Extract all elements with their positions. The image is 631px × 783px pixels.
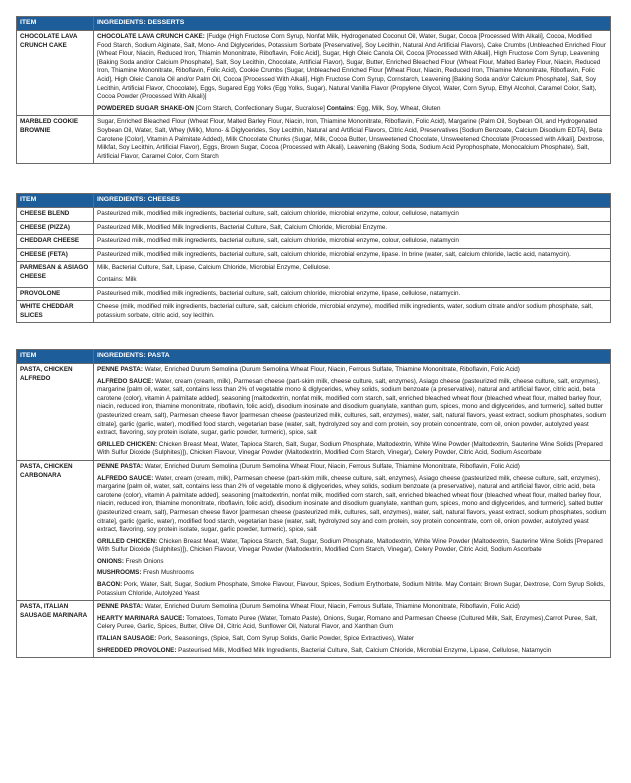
- component-text: Pasteurized milk, modified milk ingredients, bacterial culture, salt, calcium chloride, microbial enzyme, lipase. In brine (water, salt, calcium chloride, lactic acid, natamycin).: [97, 250, 571, 258]
- component-text: [Fudge (High Fructose Corn Syrup, Nonfat Milk, Hydrogenated Coconut Oil, Water, Sugar, Cocoa [Processed With Alkali], Cocoa, Modified Food Starch, Sodium Alginate, Salt, Mono- And Diglycerides, Potassium Sorbate [Preservative], Soy Lecithin, Natural And Artificial Flavors), Cake Crumbs (Unbleached Enriched Flour [Wheat Flour, Niacin, Reduced Iron, Thiamin Mononitrate, Riboflavin, Folic Acid], Sugar, High Oleic Canola Oil, Cocoa [Processed With Alkali], High Fructose Corn Syrup, Leavening [Baking Soda and/or Calcium Phosphate], Salt, Soy Lecithin, Chocolate, Artificial Flavor), Sugar, Butter, Enriched Bleached Flour (Wheat Flour, Malted Barley Flour, Niacin, Reduced Iron, Thiamine Mononitrate, Riboflavin, Folic Acid), Cookie Crumbs (Sugar, Unbleached Enriched Flour [Wheat Flour, Niacin, Reduced Iron, Thiamine Mononitrate, Riboflavin, Folic Acid], High Oleic Canola Oil and/or Palm Oil, Cocoa [Processed With Alkali], High Fructose Corn Syrup, Cornstarch, Leavening [Baking Soda and/or Calcium Phosphate], Salt, Soy Lecithin, Artificial Flavor, Chocolate), Eggs, Sugared Egg Yolks (Egg Yolks, Sugar), Natural Vanilla Flavor (Propylene Glycol, Water, Corn Syrup, Ethyl Alcohol, Caramel Color, Salt), Cocoa Powder (Processed With Alkali)]: [97, 33, 606, 101]
- table-row: [17, 221, 611, 235]
- ingredient-block: [97, 441, 607, 458]
- ingredient-block: [97, 615, 607, 632]
- ingredients-cell: [94, 116, 611, 164]
- ingredient-block: [97, 210, 607, 219]
- item-name: PARMESAN & ASIAGO CHEESE: [17, 262, 94, 287]
- component-label: ITALIAN SAUSAGE:: [97, 635, 157, 643]
- component-text: Pasteurized milk, modified milk ingredients, bacterial culture, salt, calcium chloride, microbial enzyme, colour, cellulose, natamycin: [97, 237, 459, 245]
- cheeses-item-header: ITEM: [17, 194, 94, 208]
- ingredient-block: [97, 647, 607, 656]
- component-text: Cheese (milk, modified milk ingredients, bacterial culture, salt, calcium chloride, microbial enzyme), modified milk ingredients, water, sodium citrate and/or sodium phosphate, salt, potassium sorbate, citric acid, soy lecithin.: [97, 303, 593, 319]
- component-label: PENNE PASTA:: [97, 603, 143, 611]
- cheeses-body: [17, 208, 611, 323]
- ingredient-block: [97, 635, 607, 644]
- component-label: ONIONS:: [97, 557, 124, 565]
- item-name: CHOCOLATE LAVA CRUNCH CAKE: [17, 31, 94, 116]
- ingredients-cell: [94, 235, 611, 249]
- table-row: [17, 116, 611, 164]
- ingredient-block: [97, 366, 607, 375]
- ingredient-block: [97, 264, 607, 273]
- component-text: Fresh Onions: [123, 557, 164, 565]
- table-row: [17, 208, 611, 222]
- ingredients-cell: [94, 460, 611, 600]
- ingredient-block: [97, 118, 607, 161]
- component-label: PENNE PASTA:: [97, 366, 143, 373]
- desserts-ingredients-header: INGREDIENTS: DESSERTS: [94, 17, 611, 31]
- component-text: Milk, Bacterial Culture, Salt, Lipase, Calcium Chloride, Microbial Enzyme, Cellulose.: [97, 264, 331, 272]
- component-text: Pasteurized milk, modified milk ingredients, bacterial culture, salt, calcium chloride, microbial enzyme, colour, cellulose, natamycin: [97, 210, 459, 217]
- component-text: Pasteurised Milk, Modified Milk Ingredients, Bacterial Culture, Salt, Calcium Chloride, Microbial Enzyme, Lipase, Cellulose, Natamycin: [176, 646, 552, 654]
- cheeses-section: [16, 193, 610, 323]
- component-label: PENNE PASTA:: [97, 462, 143, 470]
- ingredient-block: [97, 558, 607, 567]
- desserts-table: [16, 16, 611, 164]
- ingredient-block: [97, 303, 607, 320]
- component-text: Water, cream (cream, milk), Parmesan cheese (part-skim milk, cheese culture, salt, enzymes), Asiago cheese (pasteurized milk, cheese culture, salt, enzymes), margarine [palm oil, water, salt, contains less than 2% of vegetable mono & diglycerides, whey solids, sodium benzoate (a preservative), natural and artificial flavor, citric acid, beta carotene (color), vitamin A palmitate added], seasoning [maltodextrin, nonfat milk, modified corn starch, salt, enriched bleached wheat flour (bleached wheat flour, malted barley flour, niacin, reduced iron, thiamine mononitrate, riboflavin, folic acid), disodium inosinate and disodium guanylate, xanthan gum, spices, mono and diglycerides, and turmeric], salted butter (pasteurized cream, salt), Parmesan cheese flavor [parmesan cheese (pasteurized milk, cultures, salt, enzymes), water, salt, natural flavors, yeast extract, sodium phosphates, sodium citrate], garlic (garlic, water), modified food starch, vegetarian base (water, salt, hydrolyzed soy and corn protein, soy protein concentrate, corn oil, onion powder, autolyzed yeast extract, flavoring, soy protein isolate, sugar, garlic powder, turmeric), spice, salt: [97, 474, 607, 534]
- item-name: CHEESE (FETA): [17, 248, 94, 262]
- component-text: Pork, Seasonings, (Spice, Salt, Corn Syrup Solids, Garlic Powder, Spice Extractives), Water: [156, 635, 415, 643]
- item-name: PASTA, CHICKEN ALFREDO: [17, 364, 94, 461]
- ingredients-cell: [94, 31, 611, 116]
- ingredient-block: [97, 105, 607, 114]
- ingredient-block: [97, 276, 607, 285]
- table-row: [17, 301, 611, 323]
- desserts-body: [17, 31, 611, 164]
- ingredient-block: [97, 378, 607, 438]
- item-name: PASTA, ITALIAN SAUSAGE MARINARA: [17, 601, 94, 658]
- item-name: CHEDDAR CHEESE: [17, 235, 94, 249]
- item-name: MARBLED COOKIE BROWNIE: [17, 116, 94, 164]
- component-text: Pork, Water, Salt, Sugar, Sodium Phosphate, Smoke Flavour, Flavour, Spices, Sodium Erythorbate, Sodium Nitrite. May Contain: Brown Sugar, Dextrose, Corn Syrup Solids, Potassium Chloride, Autolyzed Yeast: [97, 581, 605, 597]
- desserts-header-row: [17, 17, 611, 31]
- desserts-section: [16, 16, 610, 164]
- item-name: WHITE CHEDDAR SLICES: [17, 301, 94, 323]
- component-text: Water, Enriched Durum Semolina (Durum Semolina Wheat Flour, Niacin, Ferrous Sulfate, Thiamine Mononitrate, Riboflavin, Folic Acid): [142, 366, 520, 373]
- table-row: [17, 248, 611, 262]
- item-name: CHEESE BLEND: [17, 208, 94, 222]
- contains-text: : Egg, Milk, Soy, Wheat, Gluten: [353, 104, 441, 112]
- component-label: HEARTY MARINARA SAUCE:: [97, 614, 185, 622]
- ingredients-cell: [94, 364, 611, 461]
- component-label: MUSHROOMS:: [97, 569, 142, 577]
- desserts-item-header: ITEM: [17, 17, 94, 31]
- component-text: Pasteurized Milk, Modified Milk Ingredients, Bacterial Culture, Salt, Calcium Chloride, Microbial Enzyme.: [97, 223, 388, 231]
- ingredient-block: [97, 538, 607, 555]
- ingredient-block: [97, 569, 607, 578]
- table-row: [17, 460, 611, 600]
- cheeses-ingredients-header: INGREDIENTS: CHEESES: [94, 194, 611, 208]
- ingredient-block: [97, 463, 607, 472]
- component-text: Water, Enriched Durum Semolina (Durum Semolina Wheat Flour, Niacin, Ferrous Sulfate, Thiamine Mononitrate, Riboflavin, Folic Acid): [142, 462, 520, 470]
- pasta-body: [17, 364, 611, 658]
- table-row: [17, 262, 611, 287]
- ingredient-block: [97, 581, 607, 598]
- ingredient-block: [97, 33, 607, 102]
- ingredient-block: [97, 475, 607, 535]
- component-label: GRILLED CHICKEN:: [97, 440, 158, 448]
- ingredients-cell: [94, 601, 611, 658]
- ingredients-cell: [94, 248, 611, 262]
- pasta-item-header: ITEM: [17, 350, 94, 364]
- component-text: Water, cream (cream, milk), Parmesan cheese (part-skim milk, cheese culture, salt, enzymes), Asiago cheese (pasteurized milk, cheese culture, salt, enzymes), margarine [palm oil, water, salt, contains less than 2% of vegetable mono & diglycerides, whey solids, sodium benzoate (a preservative), natural and artificial flavor, citric acid, beta carotene (color), vitamin A palmitate added], seasoning [maltodextrin, nonfat milk, modified corn starch, salt, enriched bleached wheat flour (bleached wheat flour, malted barley flour, niacin, reduced iron, thiamine mononitrate, riboflavin, folic acid), disodium inosinate and disodium guanylate, xanthan gum, spices, mono and diglycerides, and turmeric], salted butter (pasteurized cream, salt), Parmesan cheese flavor [parmesan cheese (pasteurized milk, cultures, salt, enzymes), water, salt, natural flavors, yeast extract, sodium phosphates, sodium citrate], garlic (garlic, water), modified food starch, vegetarian base (water, salt, hydrolyzed soy and corn protein, soy protein concentrate, corn oil, onion powder, autolyzed yeast extract, flavoring, soy protein isolate, sugar, garlic powder, turmeric), spice, salt: [97, 377, 607, 437]
- pasta-section: [16, 349, 610, 658]
- component-label: ALFREDO SAUCE:: [97, 377, 154, 385]
- cheeses-table: [16, 193, 611, 323]
- item-name: PROVOLONE: [17, 287, 94, 301]
- table-row: [17, 31, 611, 116]
- component-text: Pasteurised milk, modified milk ingredients, bacterial culture, salt, calcium chloride, microbial enzyme, lipase, cellulose, natamycin.: [97, 289, 461, 297]
- component-text: [Corn Starch, Confectionary Sugar, Sucralose]: [193, 104, 327, 112]
- component-label: CHOCOLATE LAVA CRUNCH CAKE:: [97, 33, 205, 40]
- component-text: Tomatoes, Tomato Puree (Water, Tomato Paste), Onions, Sugar, Romano and Parmesan Cheese (Cultured Milk, Salt, Enzymes),Carrot Puree, Salt, Celery Puree, Garlic, Spices, Butter, Olive Oil, Citric Acid, Sunflower Oil, Natural Flavor, and Xanthan Gum: [97, 614, 598, 631]
- table-row: [17, 287, 611, 301]
- ingredient-block: [97, 603, 607, 612]
- pasta-ingredients-header: INGREDIENTS: PASTA: [94, 350, 611, 364]
- component-text: Water, Enriched Durum Semolina (Durum Semolina Wheat Flour, Niacin, Ferrous Sulfate, Thiamine Mononitrate, Riboflavin, Folic Acid): [142, 603, 520, 611]
- table-row: [17, 364, 611, 461]
- pasta-header-row: [17, 350, 611, 364]
- component-text: Sugar, Enriched Bleached Flour (Wheat Flour, Malted Barley Flour, Niacin, Iron, Thiamine Mononitrate, Riboflavin, Folic Acid), Margarine (Palm Oil, Soybean Oil, and Hydrogenated Soybean Oil, Water, Salt, Whey (Milk), Mono- & Diglycerides, Soy Lecithin, Natural and Artificial Flavors, Citric Acid, Preservatives [Sodium Benzoate, Calcium Disodium EDTA], Beta Carotene [Color], Vitamin A Palmitate Added), Milk Chocolate Chunks (Sugar, Milk, Cocoa Butter, Unsweetened Chocolate, Unsweetened Chocolate [Processed with Alkali], Dextrose, Milkfat, Soy Lecithin, Artificial Flavor), Eggs, Brown Sugar, Cocoa (Processed with Alkali), Leavening (Baking Soda, Sodium Acid Pyrophosphate, Monocalcium Phosphate), Salt, Artificial Flavor, Caramel Color, Corn Starch: [97, 118, 605, 160]
- component-text: Fresh Mushrooms: [141, 569, 194, 577]
- component-label: GRILLED CHICKEN:: [97, 537, 158, 545]
- table-row: [17, 601, 611, 658]
- component-text: Chicken Breast Meat, Water, Tapioca Starch, Salt, Sugar, Sodium Phosphate, Maltodextrin, White Wine Powder (Maltodextrin, Sauterine Wine Solids [Prepared With Sulfur Dioxide (Sulphites)]), Chicken Flavour, Vinegar Powder (Maltodextrin, Modified Corn Starch, Vinegar), Celery Powder, Citric Acid, Sodium Ascorbate: [97, 440, 603, 457]
- component-label: SHREDDED PROVOLONE:: [97, 646, 177, 654]
- ingredients-cell: [94, 221, 611, 235]
- ingredient-block: [97, 224, 607, 233]
- component-label: POWDERED SUGAR SHAKE-ON: [97, 104, 194, 112]
- ingredients-cell: [94, 287, 611, 301]
- ingredient-block: [97, 251, 607, 260]
- ingredients-cell: [94, 301, 611, 323]
- contains-label: Contains: [326, 104, 354, 112]
- item-name: PASTA, CHICKEN CARBONARA: [17, 460, 94, 600]
- component-label: ALFREDO SAUCE:: [97, 474, 154, 482]
- item-name: CHEESE (PIZZA): [17, 221, 94, 235]
- component-text: Chicken Breast Meat, Water, Tapioca Starch, Salt, Sugar, Sodium Phosphate, Maltodextrin, White Wine Powder (Maltodextrin, Sauterine Wine Solids [Prepared With Sulfur Dioxide (Sulphites)]), Chicken Flavour, Vinegar Powder (Maltodextrin, Modified Corn Starch, Vinegar), Celery Powder, Citric Acid, Sodium Ascorbate: [97, 537, 603, 554]
- cheeses-header-row: [17, 194, 611, 208]
- ingredients-cell: [94, 208, 611, 222]
- table-row: [17, 235, 611, 249]
- pasta-table: [16, 349, 611, 658]
- ingredient-block: [97, 237, 607, 246]
- component-label: BACON:: [97, 581, 123, 589]
- ingredients-cell: [94, 262, 611, 287]
- ingredient-block: [97, 290, 607, 299]
- component-text: Contains: Milk: [97, 275, 137, 283]
